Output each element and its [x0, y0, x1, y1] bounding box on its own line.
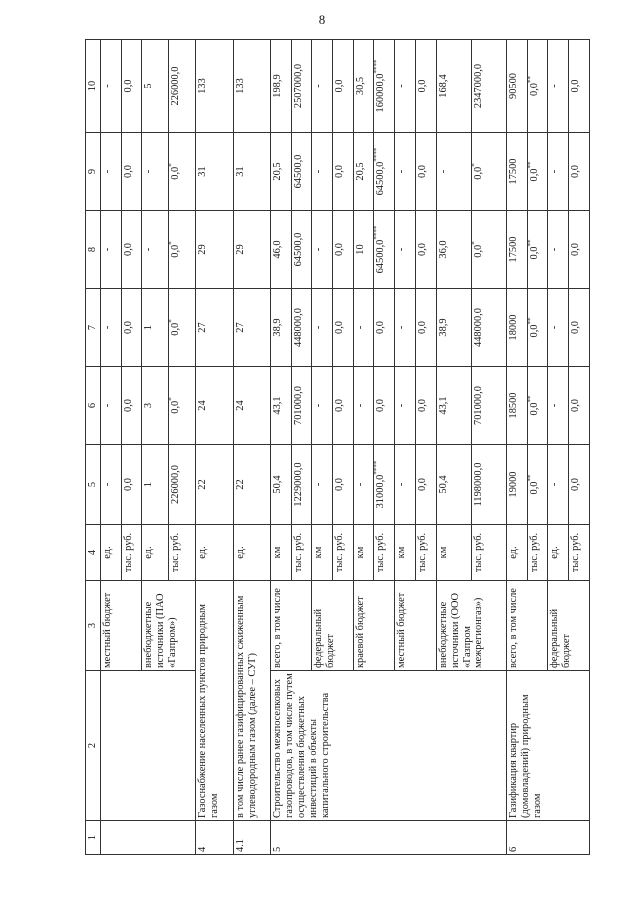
value-cell: 0,0 [569, 289, 590, 367]
value-cell: 0,0* [169, 211, 196, 289]
value-cell: 31 [196, 133, 233, 211]
row-number-cell: 5 [270, 821, 506, 855]
value-cell: 17500 [507, 133, 528, 211]
footnote-mark: **** [372, 460, 381, 475]
header-cell: 2 [86, 671, 101, 821]
value-cell: - [312, 289, 333, 367]
value-cell: 0,0 [569, 40, 590, 133]
value-cell: - [548, 445, 569, 525]
unit-cell: тыс. руб. [527, 525, 548, 581]
value-cell: - [395, 40, 416, 133]
table-row [233, 40, 270, 855]
value-cell: - [548, 211, 569, 289]
row-number-cell: 4 [196, 821, 233, 855]
value-cell: 5 [142, 40, 169, 133]
source-cell: федеральный бюджет [548, 581, 590, 671]
budget-table [85, 39, 590, 855]
header-cell: 10 [86, 40, 101, 133]
table-row [196, 40, 233, 855]
value-cell: 3 [142, 367, 169, 445]
value-cell: - [353, 367, 374, 445]
value-cell: 17500 [507, 211, 528, 289]
value-cell: 0,0 [374, 289, 395, 367]
value-cell: - [101, 211, 122, 289]
value-cell: 0,0 [333, 367, 354, 445]
unit-cell: ед. [233, 525, 270, 581]
footnote-mark: * [167, 397, 176, 401]
value-cell: 31 [233, 133, 270, 211]
value-cell: 0,0 [569, 445, 590, 525]
unit-cell: тыс. руб. [169, 525, 196, 581]
unit-cell: ед. [507, 525, 528, 581]
footnote-mark: **** [372, 59, 381, 74]
rotated-table-container [85, 40, 590, 855]
value-cell: - [548, 367, 569, 445]
value-cell: - [395, 445, 416, 525]
value-cell: 0,0 [415, 367, 436, 445]
value-cell: 0,0 [415, 445, 436, 525]
footnote-mark: * [167, 241, 176, 245]
value-cell: 0,0 [121, 133, 142, 211]
header-cell: 7 [86, 289, 101, 367]
value-cell: - [101, 289, 122, 367]
value-cell: 226000,0 [169, 445, 196, 525]
value-cell: 0,0 [121, 367, 142, 445]
value-cell: - [395, 211, 416, 289]
value-cell: 0,0 [415, 40, 436, 133]
value-cell: 20,5 [353, 133, 374, 211]
value-cell: 448000,0 [291, 289, 312, 367]
value-cell: 0,0* [471, 211, 506, 289]
value-cell: - [101, 133, 122, 211]
value-cell: 29 [233, 211, 270, 289]
value-cell: 30,5 [353, 40, 374, 133]
footnote-mark: * [470, 163, 479, 167]
unit-cell: тыс. руб. [333, 525, 354, 581]
row-name-cell: в том числе ранее газифицированных сжиженным углеводородным газом (далее – СУГ) [233, 581, 270, 821]
footnote-mark: ** [526, 239, 535, 247]
value-cell: 64500,0 [291, 211, 312, 289]
source-cell: местный бюджет [395, 581, 436, 671]
value-cell: 0,0* [169, 367, 196, 445]
value-cell: 36,0 [436, 211, 471, 289]
value-cell: - [101, 445, 122, 525]
unit-cell: тыс. руб. [121, 525, 142, 581]
footnote-mark: ** [526, 474, 535, 482]
value-cell: 50,4 [270, 445, 291, 525]
value-cell: 1198000,0 [471, 445, 506, 525]
source-cell: всего, в том числе [270, 581, 311, 671]
value-cell: 0,0** [527, 367, 548, 445]
value-cell: 27 [196, 289, 233, 367]
table-row [507, 40, 528, 855]
value-cell: 701000,0 [471, 367, 506, 445]
unit-cell: тыс. руб. [415, 525, 436, 581]
row-name-cell: Газификация квартир (домовладений) природным газом [507, 671, 590, 821]
value-cell: 0,0 [333, 40, 354, 133]
source-cell: внебюджетные источники (ПАО «Газпром») [142, 581, 196, 671]
value-cell: 0,0* [169, 289, 196, 367]
value-cell: - [312, 211, 333, 289]
row-number-cell: 6 [507, 821, 590, 855]
value-cell: 0,0 [333, 133, 354, 211]
footnote-mark: ** [526, 161, 535, 169]
value-cell: 0,0 [374, 367, 395, 445]
unit-cell: км [270, 525, 291, 581]
row-name-cell: Газоснабжение населенных пунктов природным газом [196, 581, 233, 821]
footnote-mark: * [167, 319, 176, 323]
value-cell: 31000,0**** [374, 445, 395, 525]
value-cell: - [353, 289, 374, 367]
value-cell: 198,9 [270, 40, 291, 133]
header-cell: 5 [86, 445, 101, 525]
value-cell: 0,0 [415, 133, 436, 211]
value-cell: 27 [233, 289, 270, 367]
unit-cell: тыс. руб. [471, 525, 506, 581]
row-name-cell [101, 671, 196, 821]
unit-cell: ед. [101, 525, 122, 581]
value-cell: 0,0** [527, 40, 548, 133]
value-cell: 24 [196, 367, 233, 445]
value-cell: 133 [233, 40, 270, 133]
value-cell: 0,0* [471, 133, 506, 211]
value-cell: 0,0 [569, 367, 590, 445]
value-cell: - [142, 211, 169, 289]
value-cell: 90500 [507, 40, 528, 133]
header-cell: 8 [86, 211, 101, 289]
value-cell: 0,0 [333, 211, 354, 289]
value-cell: 22 [196, 445, 233, 525]
header-cell: 3 [86, 581, 101, 671]
value-cell: - [101, 367, 122, 445]
unit-cell: тыс. руб. [569, 525, 590, 581]
value-cell: - [395, 367, 416, 445]
value-cell: 160000,0**** [374, 40, 395, 133]
value-cell: - [548, 289, 569, 367]
value-cell: 43,1 [270, 367, 291, 445]
unit-cell: ед. [548, 525, 569, 581]
value-cell: 19000 [507, 445, 528, 525]
value-cell: 0,0 [415, 289, 436, 367]
value-cell: 226000,0 [169, 40, 196, 133]
value-cell: 0,0 [415, 211, 436, 289]
value-cell: 0,0 [121, 40, 142, 133]
value-cell: 46,0 [270, 211, 291, 289]
value-cell: 133 [196, 40, 233, 133]
source-cell: краевой бюджет [353, 581, 394, 671]
value-cell: 0,0** [527, 289, 548, 367]
unit-cell: тыс. руб. [374, 525, 395, 581]
value-cell: 10 [353, 211, 374, 289]
value-cell: 0,0 [333, 445, 354, 525]
value-cell: 2347000,0 [471, 40, 506, 133]
value-cell: 448000,0 [471, 289, 506, 367]
unit-cell: км [436, 525, 471, 581]
row-number-cell: 4.1 [233, 821, 270, 855]
unit-cell: тыс. руб. [291, 525, 312, 581]
header-cell: 6 [86, 367, 101, 445]
value-cell: - [548, 40, 569, 133]
value-cell: 29 [196, 211, 233, 289]
header-cell: 4 [86, 525, 101, 581]
table-row [101, 40, 122, 855]
value-cell: - [548, 133, 569, 211]
value-cell: 1229000,0 [291, 445, 312, 525]
value-cell: - [395, 289, 416, 367]
value-cell: - [312, 367, 333, 445]
value-cell: 0,0** [527, 211, 548, 289]
unit-cell: км [395, 525, 416, 581]
value-cell: 24 [233, 367, 270, 445]
value-cell: 1 [142, 445, 169, 525]
source-cell: всего, в том числе [507, 581, 548, 671]
value-cell: 18500 [507, 367, 528, 445]
footnote-mark: * [470, 241, 479, 245]
unit-cell: ед. [196, 525, 233, 581]
footnote-mark: **** [372, 225, 381, 240]
row-name-cell: Строительство межпоселковых газопроводов, в том числе путем осуществления бюджетных инвестиций в объекты капитального строительства [270, 671, 506, 821]
footnote-mark: **** [372, 147, 381, 162]
value-cell: 0,0** [527, 133, 548, 211]
unit-cell: ед. [142, 525, 169, 581]
value-cell: 18000 [507, 289, 528, 367]
source-cell: местный бюджет [101, 581, 142, 671]
value-cell: 0,0** [527, 445, 548, 525]
value-cell: 43,1 [436, 367, 471, 445]
table-row [270, 40, 291, 855]
value-cell: - [142, 133, 169, 211]
value-cell: 50,4 [436, 445, 471, 525]
source-cell: федеральный бюджет [312, 581, 353, 671]
value-cell: 0,0 [121, 289, 142, 367]
value-cell: 0,0 [569, 133, 590, 211]
footnote-mark: ** [526, 76, 535, 83]
value-cell: 64500,0**** [374, 133, 395, 211]
footnote-mark: ** [526, 395, 535, 403]
footnote-mark: * [167, 163, 176, 167]
value-cell: 701000,0 [291, 367, 312, 445]
value-cell: 0,0 [333, 289, 354, 367]
value-cell: - [436, 133, 471, 211]
value-cell: - [312, 133, 333, 211]
unit-cell: км [312, 525, 333, 581]
value-cell: 22 [233, 445, 270, 525]
value-cell: 0,0 [121, 445, 142, 525]
value-cell: 0,0* [169, 133, 196, 211]
value-cell: 168,4 [436, 40, 471, 133]
header-cell: 9 [86, 133, 101, 211]
value-cell: - [395, 133, 416, 211]
source-cell: внебюджетные источники (ООО «Газпром межрегионгаз») [436, 581, 506, 671]
value-cell: - [101, 40, 122, 133]
value-cell: 64500,0 [291, 133, 312, 211]
value-cell: 2507000,0 [291, 40, 312, 133]
value-cell: - [312, 40, 333, 133]
page-number: 8 [318, 12, 326, 27]
value-cell: 64500,0**** [374, 211, 395, 289]
header-row [86, 40, 101, 855]
value-cell: - [353, 445, 374, 525]
value-cell: 1 [142, 289, 169, 367]
value-cell: 20,5 [270, 133, 291, 211]
value-cell: 0,0 [121, 211, 142, 289]
value-cell: 0,0 [569, 211, 590, 289]
header-cell: 1 [86, 821, 101, 855]
unit-cell: км [353, 525, 374, 581]
footnote-mark: ** [526, 317, 535, 325]
value-cell: 38,9 [270, 289, 291, 367]
value-cell: 38,9 [436, 289, 471, 367]
value-cell: - [312, 445, 333, 525]
row-number-cell [101, 821, 196, 855]
